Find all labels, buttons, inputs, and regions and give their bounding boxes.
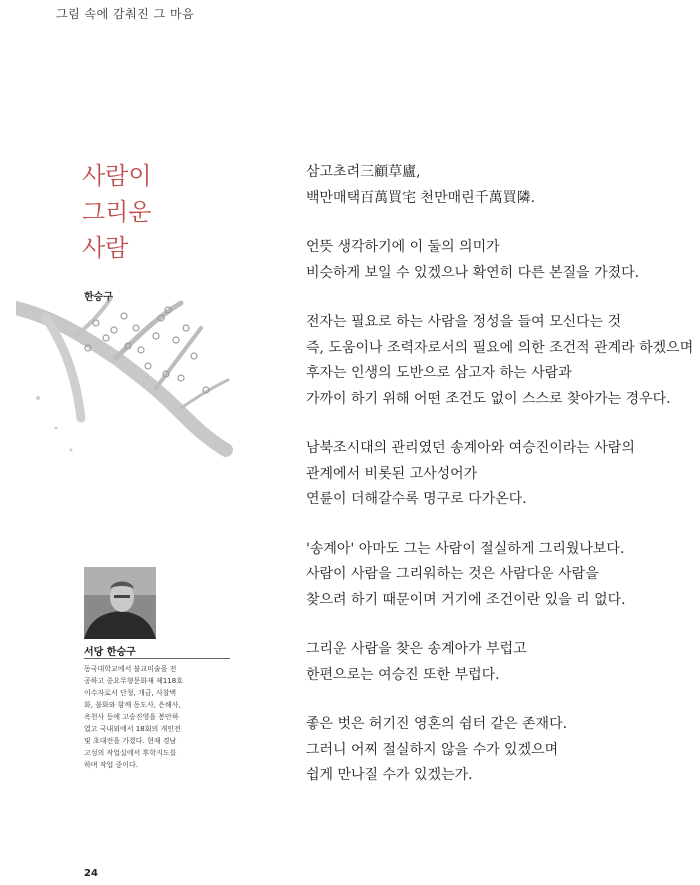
author-bio — [84, 663, 230, 771]
poem-line: '송계아' 아마도 그는 사람이 절실하게 그리웠나보다. — [306, 540, 625, 557]
poem-line: 후자는 인생의 도반으로 삼고자 하는 사람과 — [306, 365, 572, 381]
plum-branch-illustration — [16, 278, 256, 478]
title-line: 사람 — [82, 234, 129, 262]
poem-stanza — [306, 160, 686, 211]
bio-line: 화, 불화와 함께 동도사, 은해사, — [84, 701, 181, 709]
poem-stanza — [306, 712, 686, 789]
poem-line: 한편으로는 여승진 또한 부럽다. — [306, 666, 500, 683]
poem-stanza — [306, 436, 686, 513]
author-name: 한승구 — [84, 292, 113, 303]
poem-stanza — [306, 235, 686, 286]
bio-divider — [84, 658, 230, 659]
title-line: 사람이 — [82, 162, 152, 190]
poem-body — [306, 160, 694, 813]
bio-line: 및 초대전을 가졌다. 현재 경남 — [84, 737, 177, 745]
poem-line: 백만매택百萬買宅 천만매린千萬買隣. — [306, 189, 536, 206]
title-line: 그리운 — [82, 198, 152, 226]
poem-line: 남북조시대의 관리였던 송계아와 여승진이라는 사람의 — [306, 440, 635, 456]
poem-line: 즉, 도움이나 조력자로서의 필요에 의한 조건적 관계라 하겠으며 — [306, 339, 694, 356]
poem-line: 비슷하게 보일 수 있겠으나 확연히 다른 본질을 가졌다. — [306, 264, 640, 281]
bio-line: 고성의 작업실에서 후학지도를 — [84, 749, 177, 757]
poem-stanza — [306, 310, 694, 412]
poem-line: 그러니 어찌 절실하지 않을 수가 있겠으며 — [306, 741, 559, 758]
page-number: 24 — [84, 868, 98, 879]
poem-line: 사람이 사람을 그리워하는 것은 사람다운 사람을 — [306, 566, 599, 582]
bio-line: 공하고 중요무형문화재 제118호 — [84, 677, 183, 685]
poem-line: 전자는 필요로 하는 사람을 정성을 들여 모신다는 것 — [306, 314, 622, 330]
poem-line: 관계에서 비롯된 고사성어가 — [306, 465, 478, 482]
bio-line: 하며 작업 중이다. — [84, 761, 139, 769]
bio-line: 옥천사 등에 고승진영을 봉안하 — [84, 713, 179, 721]
bio-name: 서당 한승구 — [84, 647, 136, 658]
poem-stanza — [306, 537, 686, 614]
poem-line: 좋은 벗은 허기진 영혼의 쉼터 같은 존재다. — [306, 716, 568, 732]
author-photo — [84, 567, 156, 639]
bio-line: 동국대학교에서 불교미술을 전 — [84, 665, 177, 673]
poem-title — [82, 158, 152, 266]
poem-line: 찾으려 하기 때문이며 거기에 조건이란 있을 리 없다. — [306, 591, 626, 608]
bio-line: 였고 국내외에서 18회의 개인전 — [84, 725, 181, 733]
poem-line: 삼고초려三顧草廬, — [306, 164, 421, 180]
poem-line: 연륜이 더해갈수록 명구로 다가온다. — [306, 491, 527, 507]
poem-line: 그리운 사람을 찾은 송계아가 부럽고 — [306, 641, 527, 657]
section-header: 그림 속에 감춰진 그 마음 — [56, 7, 195, 21]
poem-line: 쉽게 만나질 수가 있겠는가. — [306, 767, 473, 783]
poem-line: 가까이 하기 위해 어떤 조건도 없이 스스로 찾아가는 경우다. — [306, 390, 671, 407]
poem-line: 언뜻 생각하기에 이 둘의 의미가 — [306, 239, 500, 255]
poem-stanza — [306, 637, 686, 688]
bio-line: 이수자로서 단청, 개금, 사찰벽 — [84, 689, 177, 697]
